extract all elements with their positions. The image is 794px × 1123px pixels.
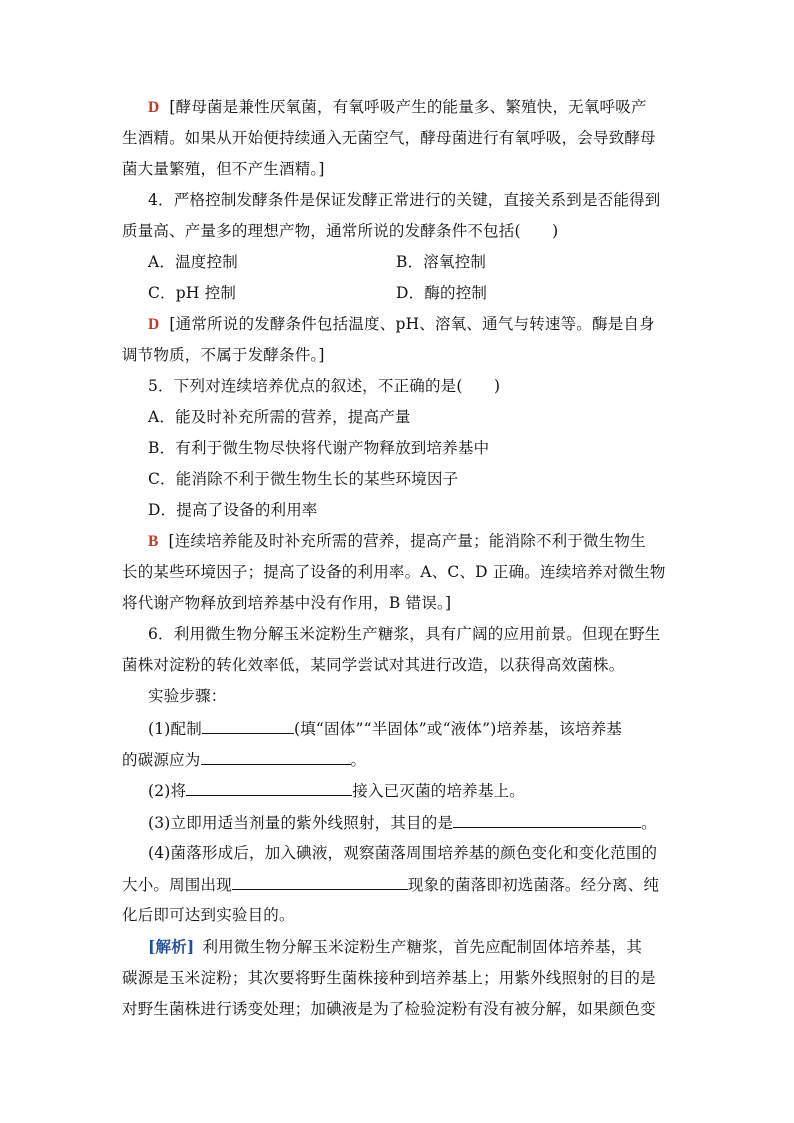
q4-option-b: B．溶氧控制: [396, 253, 487, 271]
q3-answer-line-1: [148, 97, 647, 118]
q5-stem: 5．下列对连续培养优点的叙述，不正确的是( ): [148, 377, 501, 395]
q6-step-3-blank[interactable]: [453, 812, 641, 828]
q6-stem-line-2: 菌株对淀粉的转化效率低，某同学尝试对其进行改造，以获得高效菌株。: [122, 656, 625, 674]
q6-step-1-mid: (填“固体”“半固体”或“液体”)培养基，该培养基: [293, 720, 623, 738]
q6-step-1-line-1: [148, 718, 622, 739]
analysis-tag: [解析]: [148, 937, 195, 956]
q5-option-c: C．能消除不利于微生物生长的某些环境因子: [148, 470, 459, 488]
q6-step-1-blank-medium[interactable]: [202, 718, 294, 734]
q6-analysis-line-2: 碳源是玉米淀粉；其次要将野生菌株接种到培养基上；用紫外线照射的目的是: [122, 969, 656, 987]
q5-option-a: A．能及时补充所需的营养，提高产量: [148, 408, 411, 426]
q6-step-2: [148, 780, 525, 801]
q6-step-1-blank-carbon[interactable]: [201, 749, 351, 765]
q4-answer-letter: D: [148, 316, 160, 333]
q3-answer-text-1: [酵母菌是兼性厌氧菌，有氧呼吸产生的能量多、繁殖快，无氧呼吸产: [169, 98, 647, 116]
q6-analysis-line-3: 对野生菌株进行诱变处理；加碘液是为了检验淀粉有没有被分解，如果颜色变: [122, 1000, 656, 1018]
q6-step-4-suffix: 现象的菌落即初选菌落。经分离、纯: [407, 876, 660, 894]
q6-steps-title: 实验步骤：: [148, 687, 227, 705]
q5-option-b: B．有利于微生物尽快将代谢产物释放到培养基中: [148, 439, 490, 457]
q4-answer-line-1: [148, 314, 655, 335]
q6-step-3-end: 。: [641, 814, 657, 832]
q4-stem-line-2: 质量高、产量多的理想产物，通常所说的发酵条件不包括( ): [122, 222, 559, 240]
q6-stem-line-1: 6．利用微生物分解玉米淀粉生产糖浆，具有广阔的应用前景。但现在野生: [148, 625, 661, 643]
q5-answer-line-2: 长的某些环境因子；提高了设备的利用率。A、C、D 正确。连续培养对微生物: [122, 563, 666, 581]
q6-step-1-carbon-prefix: 的碳源应为: [122, 751, 201, 769]
q3-answer-line-3: 菌大量繁殖，但不产生酒精。]: [122, 160, 325, 178]
q6-step-4-prefix: 大小。周围出现: [122, 876, 232, 894]
q4-answer-text-1: [通常所说的发酵条件包括温度、pH、溶氧、通气与转速等。酶是自身: [169, 315, 655, 333]
q6-step-3: [148, 812, 657, 833]
q6-analysis-text-1: 利用微生物分解玉米淀粉生产糖浆，首先应配制固体培养基，其: [202, 938, 643, 956]
q4-answer-line-2: 调节物质，不属于发酵条件。]: [122, 346, 325, 364]
q6-step-4-line-1: (4)菌落形成后，加入碘液，观察菌落周围培养基的颜色变化和变化范围的: [148, 844, 658, 862]
q3-answer-letter: D: [148, 99, 160, 116]
q6-step-2-prefix: (2)将: [148, 782, 187, 800]
q6-step-4-line-3: 化后即可达到实验目的。: [122, 906, 295, 924]
q5-answer-text-1: [连续培养能及时补充所需的营养，提高产量；能消除不利于微生物生: [168, 532, 646, 550]
q5-answer-line-1: [148, 531, 646, 552]
q5-option-d: D．提高了设备的利用率: [148, 501, 318, 519]
q6-step-1-line-2: [122, 749, 366, 770]
q6-step-4-line-2: [122, 874, 659, 895]
q6-analysis-line-1: [148, 937, 642, 957]
q6-step-2-suffix: 接入已灭菌的培养基上。: [352, 782, 525, 800]
q5-answer-letter: B: [148, 533, 159, 550]
q6-step-3-prefix: (3)立即用适当剂量的紫外线照射，其目的是: [148, 814, 454, 832]
q6-step-4-blank[interactable]: [232, 874, 408, 890]
q6-step-1-end: 。: [350, 751, 367, 769]
q4-option-a: A．温度控制: [148, 253, 238, 271]
q3-answer-line-2: 生酒精。如果从开始便持续通入无菌空气，酵母菌进行有氧呼吸，会导致酵母: [122, 129, 656, 147]
q5-answer-line-3: 将代谢产物释放到培养基中没有作用，B 错误。]: [122, 594, 452, 612]
q6-step-2-blank[interactable]: [186, 780, 352, 796]
q4-option-c: C．pH 控制: [148, 284, 237, 302]
q6-step-1-prefix: (1)配制: [148, 720, 202, 738]
q4-option-d: D．酶的控制: [396, 284, 488, 302]
q4-stem-line-1: 4．严格控制发酵条件是保证发酵正常进行的关键，直接关系到是否能得到: [148, 191, 661, 209]
